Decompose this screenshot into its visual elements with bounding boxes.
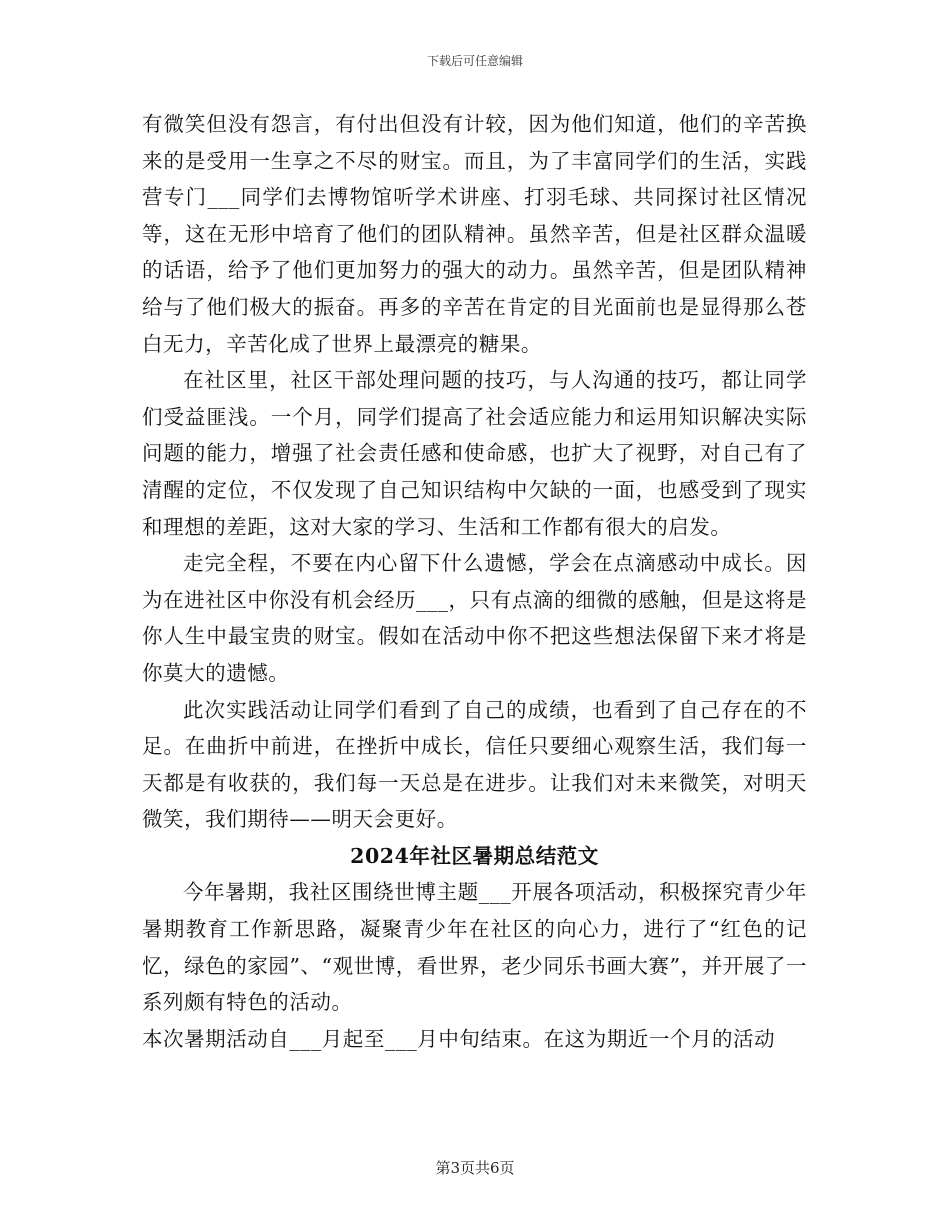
paragraph-2: 在社区里，社区干部处理问题的技巧，与人沟通的技巧，都让同学们受益匪浅。一个月，同学们提高了社会适应能力和运用知识解决实际问题的能力，增强了社会责任感和使命感，也扩大了视野，对自己有了清醒的定位，不仅发现了自己知识结构中欠缺的一面，也感受到了现实和理想的差距，这对大家的学习、生活和工作都有很大的启发。 [142, 368, 807, 539]
paragraph-4: 此次实践活动让同学们看到了自己的成绩，也看到了自己存在的不足。在曲折中前进，在挫折中成长，信任只要细心观察生活，我们每一天都是有收获的，我们每一天总是在进步。让我们对未来微笑，对明天微笑，我们期待——明天会更好。 [142, 697, 807, 832]
section-title: 2024年社区暑期总结范文 [350, 843, 599, 868]
page-header-note: 下载后可任意编辑 [426, 54, 523, 68]
paragraph-3: 走完全程，不要在内心留下什么遗憾，学会在点滴感动中成长。因为在进社区中你没有机会经历___，只有点滴的细微的感触，但是这将是你人生中最宝贵的财宝。假如在活动中你不把这些想法保留下来才将是你莫大的遗憾。 [142, 551, 807, 685]
paragraph-1: 有微笑但没有怨言，有付出但没有计较，因为他们知道，他们的辛苦换来的是受用一生享之不尽的财宝。而且，为了丰富同学们的生活，实践营专门___同学们去博物馆听学术讲座、打羽毛球、共同探讨社区情况等，这在无形中培育了他们的团队精神。虽然辛苦，但是社区群众温暖的话语，给予了他们更加努力的强大的动力。虽然辛苦，但是团队精神给与了他们极大的振奋。再多的辛苦在肯定的目光面前也是显得那么苍白无力，辛苦化成了世界上最漂亮的糖果。 [142, 112, 807, 356]
page-footer-number: 第3页共6页 [435, 1159, 515, 1177]
section-paragraph-2: 本次暑期活动自___月起至___月中旬结束。在这为期近一个月的活动 [142, 1026, 776, 1051]
document-body [142, 106, 807, 1057]
section-paragraph-1: 今年暑期，我社区围绕世博主题___开展各项活动，积极探究青少年暑期教育工作新思路，凝聚青少年在社区的向心力，进行了“红色的记忆，绿色的家园”、“观世博，看世界，老少同乐书画大赛”，并开展了一系列颇有特色的活动。 [142, 880, 807, 1015]
